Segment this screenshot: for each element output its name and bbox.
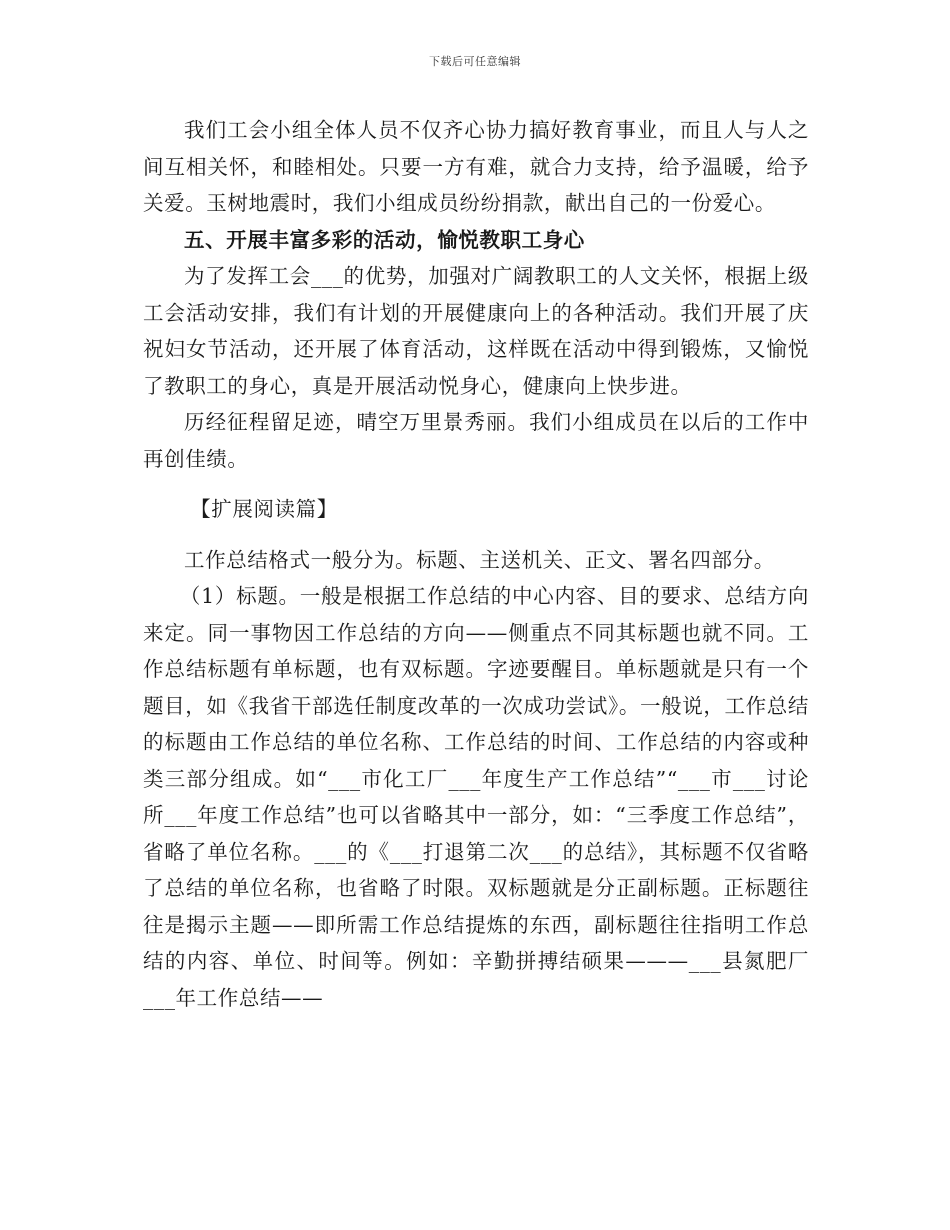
document-body [143,112,809,1016]
paragraph-closing: 历经征程留足迹，晴空万里景秀丽。我们小组成员在以后的工作中再创佳绩。 [143,410,809,471]
extended-reading-label: 【扩展阅读篇】 [190,497,338,521]
paragraph-title-format: （1）标题。一般是根据工作总结的中心内容、目的要求、总结方向来定。同一事物因工作总结的方向——侧重点不同其标题也就不同。工作总结标题有单标题，也有双标题。字迹要醒目。单标题就是只有一个题目，如《我省干部选任制度改革的一次成功尝试》。一般说，工作总结的标题由工作总结的单位名称、工作总结的时间、工作总结的内容或种类三部分组成。如“___市化工厂___年度生产工作总结”“___市___讨论所___年度工作总结”也可以省略其中一部分，如：“三季度工作总结”，省略了单位名称。___的《___打退第二次___的总结》，其标题不仅省略了总结的单位名称，也省略了时限。双标题就是分正副标题。正标题往往是揭示主题——即所需工作总结提炼的东西，副标题往往指明工作总结的内容、单位、时间等。例如：辛勤拼搏结硕果———___县氮肥厂___年工作总结—— [143,584,809,1010]
paragraph-activities: 为了发挥工会___的优势，加强对广阔教职工的人文关怀，根据上级工会活动安排，我们有计划的开展健康向上的各种活动。我们开展了庆祝妇女节活动，还开展了体育活动，这样既在活动中得到锻炼，又愉悦了教职工的身心，真是开展活动悦身心，健康向上快步进。 [143,264,809,398]
section-heading-five: 五、开展丰富多彩的活动，愉悦教职工身心 [184,227,585,252]
paragraph-format-intro: 工作总结格式一般分为。标题、主送机关、正文、署名四部分。 [184,547,775,572]
header-note: 下载后可任意编辑 [429,55,521,68]
paragraph-union-care: 我们工会小组全体人员不仅齐心协力搞好教育事业，而且人与人之间互相关怀，和睦相处。只要一方有难，就合力支持，给予温暖，给予关爱。玉树地震时，我们小组成员纷纷捐款，献出自己的一份爱心。 [143,118,809,215]
